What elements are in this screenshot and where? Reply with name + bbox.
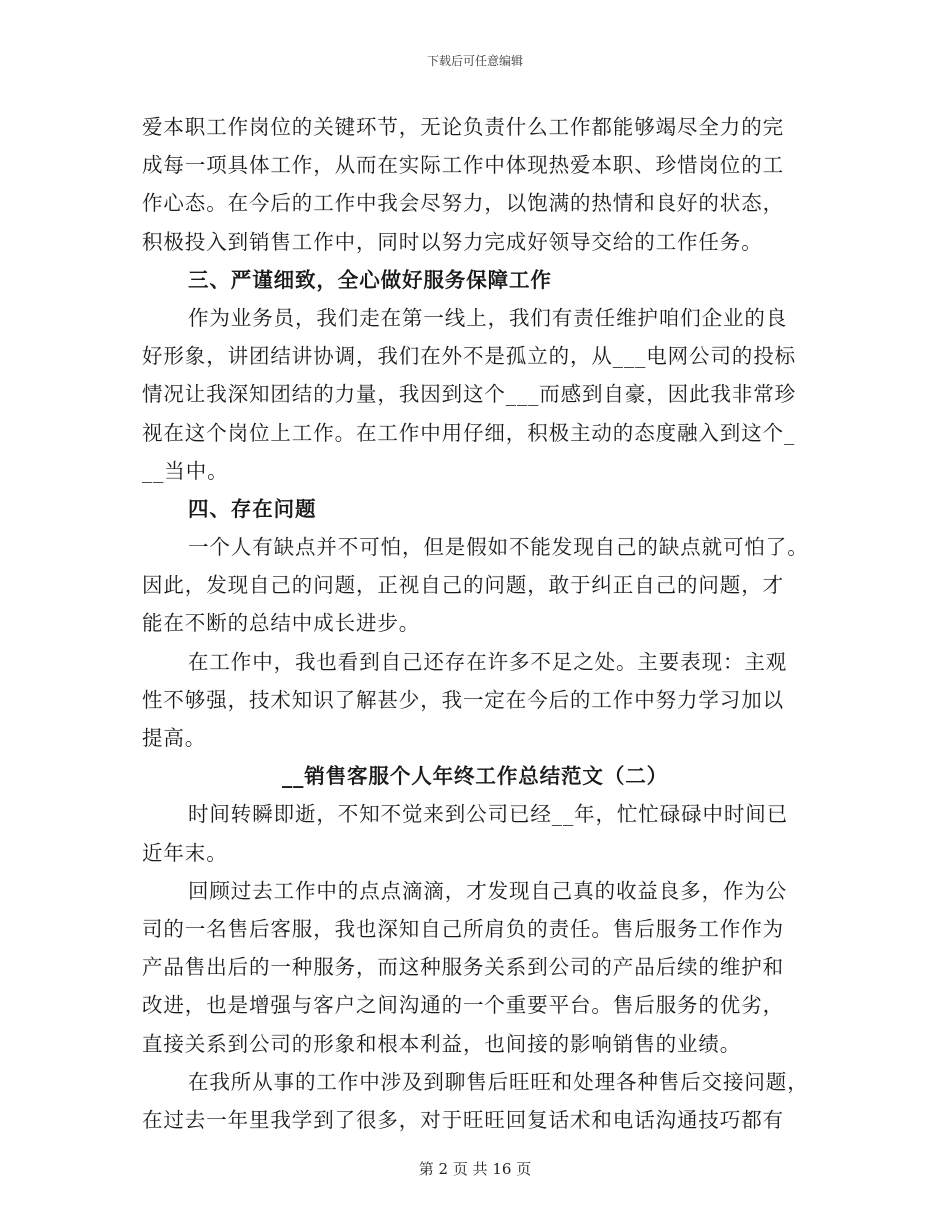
paragraph-line: 在过去一年里我学到了很多，对于旺旺回复话术和电话沟通技巧都有 (142, 1107, 784, 1132)
paragraph-line: 改进，也是增强与客户之间沟通的一个重要平台。售后服务的优劣， (142, 993, 784, 1018)
paragraph-line: 回顾过去工作中的点点滴滴，才发现自己真的收益良多，作为公 (188, 878, 788, 903)
paragraph-line: __当中。 (142, 458, 229, 483)
paragraph-line: 爱本职工作岗位的关键环节，无论负责什么工作都能够竭尽全力的完 (142, 115, 784, 139)
page-footer: 第 2 页 共 16 页 (418, 1160, 532, 1178)
paragraph-line: 作为业务员，我们走在第一线上，我们有责任维护咱们企业的良 (188, 305, 788, 330)
paragraph-line: 提高。 (142, 726, 207, 750)
paragraph-line: 近年末。 (142, 840, 228, 865)
document-body (142, 108, 808, 1139)
paragraph-line: 直接关系到公司的形象和根本利益，也间接的影响销售的业绩。 (142, 1031, 742, 1056)
paragraph-line: 能在不断的总结中成长进步。 (142, 611, 421, 636)
section-heading: 四、存在问题 (188, 496, 317, 521)
paragraph-line: 产品售出后的一种服务，而这种服务关系到公司的产品后续的维护和 (142, 955, 784, 980)
paragraph-line: 视在这个岗位上工作。在工作中用仔细，积极主动的态度融入到这个_ (142, 420, 796, 445)
section-heading: 三、严谨细致，全心做好服务保障工作 (188, 267, 552, 292)
paragraph-line: 情况让我深知团结的力量，我因到这个___而感到自豪，因此我非常珍 (142, 382, 797, 407)
page-header: 下载后可任意编辑 (426, 54, 523, 68)
paragraph-line: 时间转瞬即逝，不知不觉来到公司已经__年，忙忙碌碌中时间已 (188, 802, 789, 827)
paragraph-line: 成每一项具体工作，从而在实际工作中体现热爱本职、珍惜岗位的工 (142, 153, 784, 178)
document-title: __销售客服个人年终工作总结范文（二） (281, 764, 669, 789)
paragraph-line: 积极投入到销售工作中，同时以努力完成好领导交给的工作任务。 (142, 229, 763, 254)
paragraph-line: 作心态。在今后的工作中我会尽努力，以饱满的热情和良好的状态， (142, 191, 784, 216)
paragraph-line: 在我所从事的工作中涉及到聊售后旺旺和处理各种售后交接问题， (188, 1069, 809, 1094)
paragraph-line: 司的一名售后客服，我也深知自己所肩负的责任。售后服务工作作为 (142, 916, 784, 941)
paragraph-line: 一个人有缺点并不可怕，但是假如不能发现自己的缺点就可怕了。 (188, 535, 809, 560)
paragraph-line: 好形象，讲团结讲协调，我们在外不是孤立的，从___电网公司的投标 (142, 344, 797, 369)
paragraph-line: 因此，发现自己的问题，正视自己的问题，敢于纠正自己的问题，才 (142, 573, 784, 598)
paragraph-line: 在工作中，我也看到自己还存在许多不足之处。主要表现：主观 (188, 649, 788, 674)
paragraph-line: 性不够强，技术知识了解甚少，我一定在今后的工作中努力学习加以 (142, 687, 784, 712)
